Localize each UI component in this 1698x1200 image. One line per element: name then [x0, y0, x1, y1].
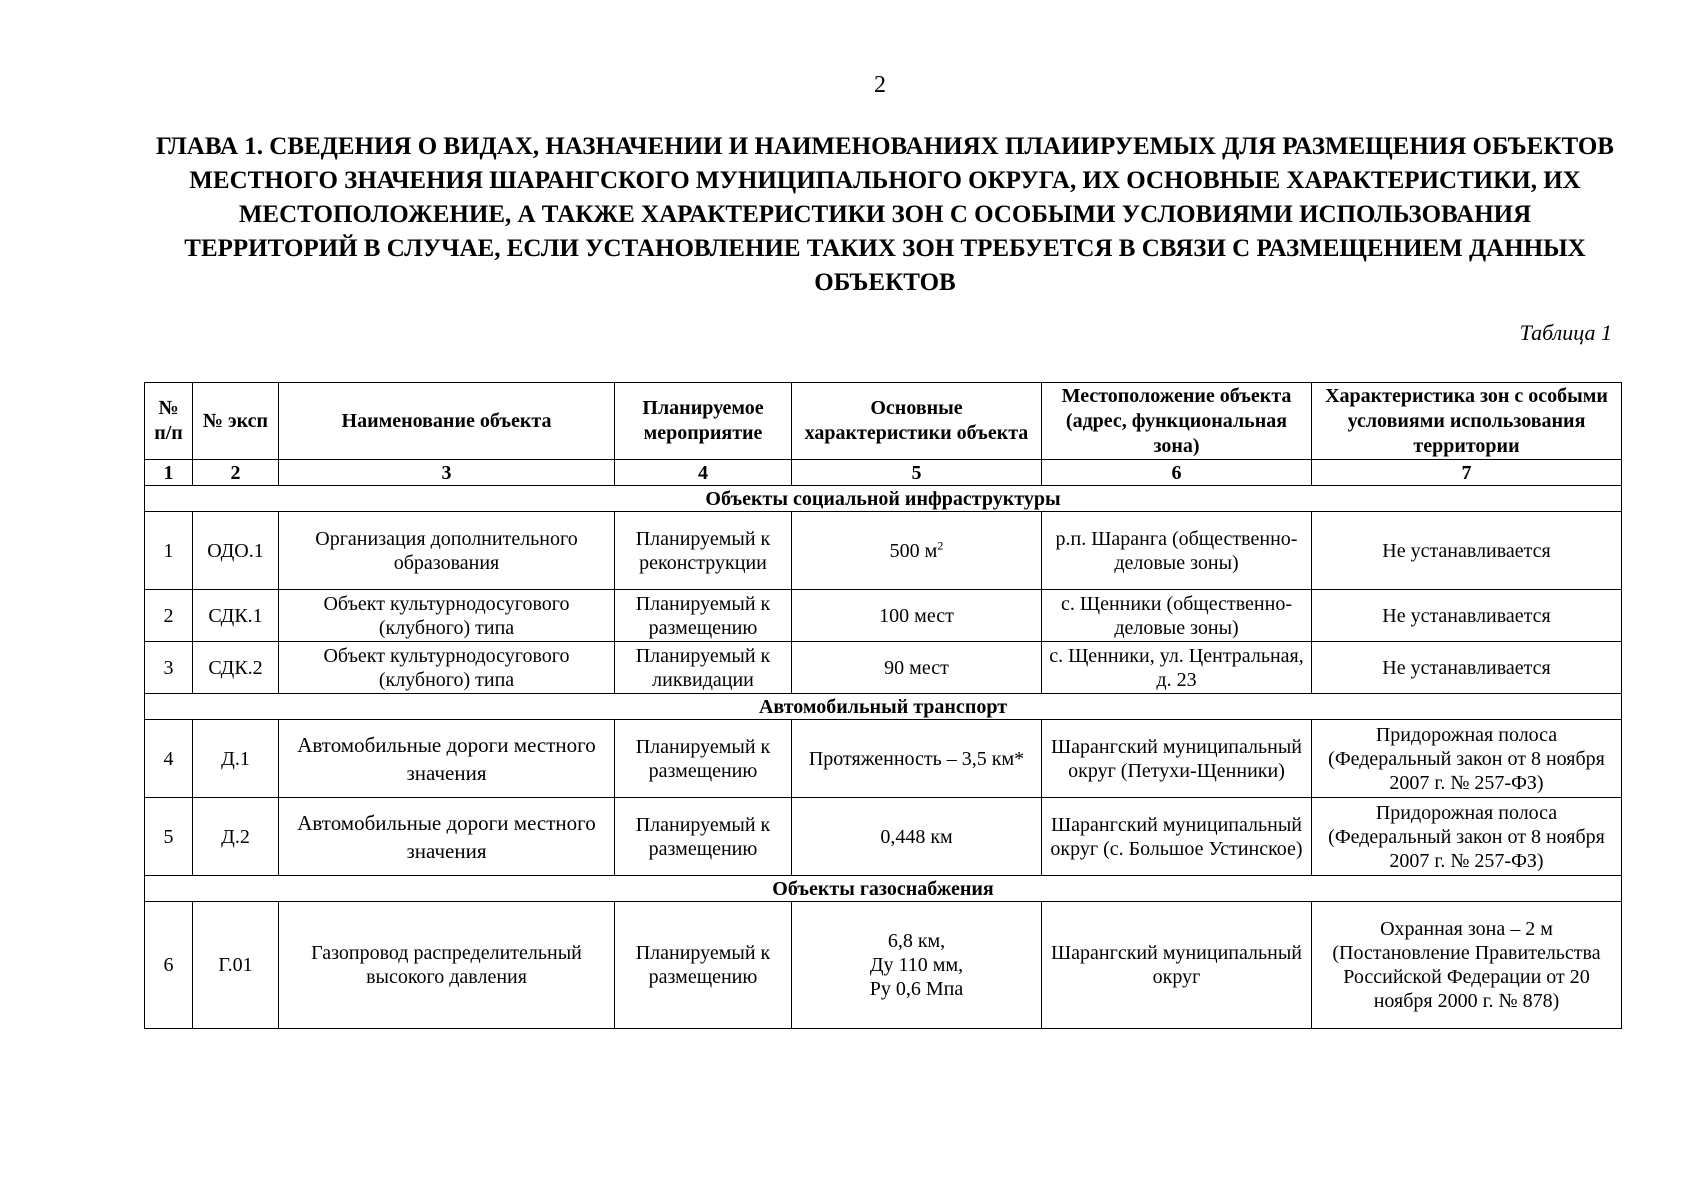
header-cell: Наименование объекта — [279, 383, 615, 460]
row-action: Планируемый к размещению — [615, 590, 792, 642]
row-location: с. Щенники, ул. Центральная, д. 23 — [1042, 642, 1312, 694]
row-code: СДК.1 — [193, 590, 279, 642]
row-zones: Не устанавливается — [1312, 642, 1622, 694]
row-code: СДК.2 — [193, 642, 279, 694]
row-location: Шарангский муниципальный округ — [1042, 902, 1312, 1029]
row-action: Планируемый к размещению — [615, 798, 792, 876]
table-row — [145, 720, 1622, 798]
header-cell: Характеристика зон с особыми условиями использования территории — [1312, 383, 1622, 460]
column-number: 7 — [1312, 460, 1622, 486]
row-name: Объект культурнодосугового (клубного) типа — [279, 590, 615, 642]
row-code: ОДО.1 — [193, 512, 279, 590]
row-action: Планируемый к размещению — [615, 720, 792, 798]
column-number: 3 — [279, 460, 615, 486]
column-number: 1 — [145, 460, 193, 486]
section-row — [145, 486, 1622, 512]
row-zones: Придорожная полоса (Федеральный закон от 8 ноября 2007 г. № 257-ФЗ) — [1312, 798, 1622, 876]
section-title: Автомобильный транспорт — [145, 694, 1622, 720]
row-action: Планируемый к размещению — [615, 902, 792, 1029]
row-location: Шарангский муниципальный округ (с. Большое Устинское) — [1042, 798, 1312, 876]
header-cell: № эксп — [193, 383, 279, 460]
characteristics-superscript: 2 — [937, 537, 944, 552]
column-number: 2 — [193, 460, 279, 486]
column-number: 4 — [615, 460, 792, 486]
table-row — [145, 512, 1622, 590]
row-name: Организация дополнительного образования — [279, 512, 615, 590]
column-number: 6 — [1042, 460, 1312, 486]
row-code: Д.2 — [193, 798, 279, 876]
row-characteristics: 100 мест — [792, 590, 1042, 642]
row-name: Автомобильные дороги местного значения — [279, 798, 615, 876]
objects-table — [144, 382, 1622, 1029]
row-characteristics: Протяженность – 3,5 км* — [792, 720, 1042, 798]
table-row — [145, 642, 1622, 694]
table-header-row — [145, 383, 1622, 460]
row-zones: Не устанавливается — [1312, 512, 1622, 590]
row-number: 4 — [145, 720, 193, 798]
characteristics-value: 500 м — [889, 539, 938, 562]
row-number: 3 — [145, 642, 193, 694]
row-location: р.п. Шаранга (общественно-деловые зоны) — [1042, 512, 1312, 590]
row-characteristics: 0,448 км — [792, 798, 1042, 876]
section-row — [145, 694, 1622, 720]
section-row — [145, 876, 1622, 902]
row-action: Планируемый к ликвидации — [615, 642, 792, 694]
row-action: Планируемый к реконструкции — [615, 512, 792, 590]
page-number: 2 — [874, 72, 886, 98]
chapter-title: ГЛАВА 1. СВЕДЕНИЯ О ВИДАХ, НАЗНАЧЕНИИ И НАИМЕНОВАНИЯХ ПЛАИИРУЕМЫХ ДЛЯ РАЗМЕЩЕНИЯ ОБЪЕКТОВ МЕСТНОГО ЗНАЧЕНИЯ ШАРАНГСКОГО МУНИЦИПАЛЬНОГО ОКРУГА, ИХ ОСНОВНЫЕ ХАРАКТЕРИСТИКИ, ИХ МЕСТОПОЛОЖЕНИЕ, А ТАКЖЕ ХАРАКТЕРИСТИКИ ЗОН С ОСОБЫМИ УСЛОВИЯМИ ИСПОЛЬЗОВАНИЯ ТЕРРИТОРИЙ В СЛУЧАЕ, ЕСЛИ УСТАНОВЛЕНИЕ ТАКИХ ЗОН ТРЕБУЕТСЯ В СВЯЗИ С РАЗМЕЩЕНИЕМ ДАННЫХ ОБЪЕКТОВ — [156, 133, 1614, 296]
row-characteristics: 90 мест — [792, 642, 1042, 694]
row-name: Газопровод распределительный высокого давления — [279, 902, 615, 1029]
row-zones: Охранная зона – 2 м (Постановление Правительства Российской Федерации от 20 ноября 2000 г. № 878) — [1312, 902, 1622, 1029]
row-zones: Не устанавливается — [1312, 590, 1622, 642]
row-number: 5 — [145, 798, 193, 876]
row-zones: Придорожная полоса (Федеральный закон от 8 ноября 2007 г. № 257-ФЗ) — [1312, 720, 1622, 798]
row-name: Автомобильные дороги местного значения — [279, 720, 615, 798]
header-cell: № п/п — [145, 383, 193, 460]
table-row — [145, 798, 1622, 876]
column-numbers-row — [145, 460, 1622, 486]
row-location: с. Щенники (общественно-деловые зоны) — [1042, 590, 1312, 642]
row-code: Г.01 — [193, 902, 279, 1029]
header-cell: Планируемое мероприятие — [615, 383, 792, 460]
row-characteristics — [792, 512, 1042, 590]
column-number: 5 — [792, 460, 1042, 486]
section-title: Объекты газоснабжения — [145, 876, 1622, 902]
header-cell: Основные характеристики объекта — [792, 383, 1042, 460]
row-number: 2 — [145, 590, 193, 642]
table-caption: Таблица 1 — [1519, 320, 1612, 345]
header-cell: Местоположение объекта (адрес, функциональная зона) — [1042, 383, 1312, 460]
row-location: Шарангский муниципальный округ (Петухи-Щенники) — [1042, 720, 1312, 798]
table-row — [145, 590, 1622, 642]
section-title: Объекты социальной инфраструктуры — [145, 486, 1622, 512]
row-name: Объект культурнодосугового (клубного) типа — [279, 642, 615, 694]
row-number: 6 — [145, 902, 193, 1029]
row-number: 1 — [145, 512, 193, 590]
table-row — [145, 902, 1622, 1029]
row-code: Д.1 — [193, 720, 279, 798]
row-characteristics: 6,8 км, Ду 110 мм, Ру 0,6 Мпа — [792, 902, 1042, 1029]
